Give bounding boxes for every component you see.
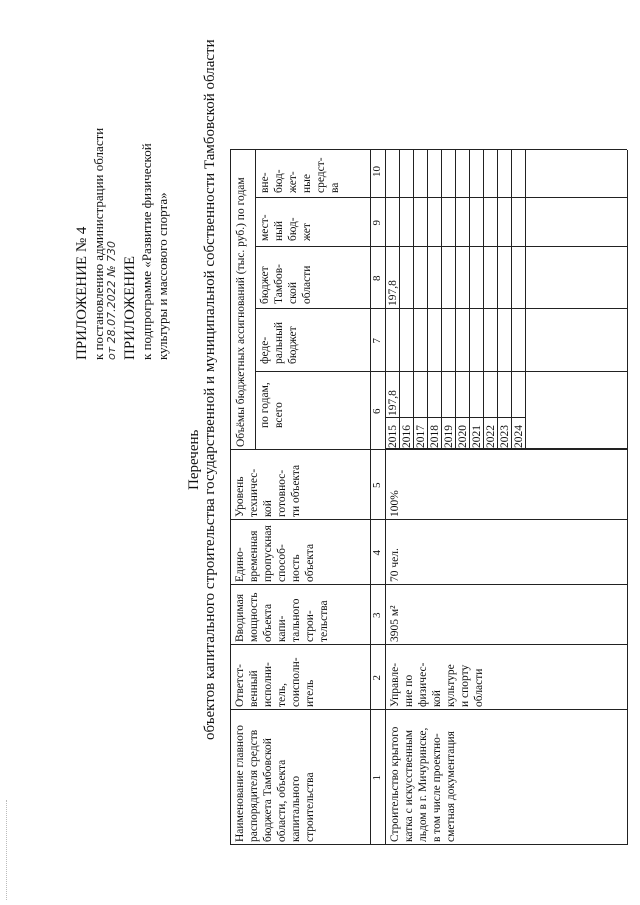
year-total	[484, 374, 497, 416]
year-federal	[484, 311, 497, 369]
header-budget-group: Объёмы бюджетных ассигнований (тыс. руб.) по годам	[235, 177, 247, 447]
year-extrabudget	[442, 152, 455, 195]
header-bottom-line	[370, 150, 371, 845]
year-label: 2022	[485, 425, 497, 448]
column-number: 10	[371, 166, 383, 177]
executor-cell: Управле- ние по физичес- кой культуре и спорту области	[389, 662, 485, 707]
header-col6: по годам, всего	[259, 382, 285, 428]
header-col3: Вводимая мощность объекта капи- тального строи- тельства	[234, 592, 330, 642]
year-federal	[456, 311, 469, 369]
year-total	[512, 374, 525, 416]
year-total	[442, 374, 455, 416]
year-extrabudget	[484, 152, 497, 195]
year-federal	[498, 311, 511, 369]
year-extrabudget	[456, 152, 469, 195]
year-local	[442, 200, 455, 244]
year-total	[400, 374, 413, 416]
year-label: 2023	[499, 425, 511, 448]
year-local	[386, 200, 399, 244]
year-label: 2020	[457, 425, 469, 448]
column-divider	[230, 584, 627, 585]
year-regional	[512, 249, 525, 306]
header-col2: Ответст- венный исполни- тель, соисполн- итель	[234, 657, 316, 707]
year-local	[414, 200, 427, 244]
column-divider	[230, 449, 627, 450]
year-federal	[470, 311, 483, 369]
year-extrabudget	[512, 152, 525, 195]
year-label: 2017	[415, 425, 427, 448]
header-col4: Едино- временная пропускная способ- ность объекта	[234, 525, 316, 582]
appendix-subprogram-line: к подпрограмме «Развитие физической	[139, 143, 154, 360]
header-col1: Наименование главного распорядителя средств бюджета Тамбовской области, объекта капитального строительства	[234, 724, 316, 842]
year-regional	[456, 249, 469, 306]
year-federal	[428, 311, 441, 369]
header-col10: вне- бюд- жет- ные средст- ва	[259, 157, 341, 193]
year-extrabudget	[428, 152, 441, 195]
year-regional	[498, 249, 511, 306]
year-local	[470, 200, 483, 244]
year-total	[428, 374, 441, 416]
table-right-border	[230, 149, 627, 150]
year-local	[512, 200, 525, 244]
year-row-line	[525, 150, 526, 450]
column-number: 8	[371, 275, 383, 281]
year-total	[456, 374, 469, 416]
list-subtitle: объектов капитального строительства государственной и муниципальной собственности Тамбовской области	[202, 39, 218, 740]
column-number: 3	[371, 612, 383, 618]
year-total	[414, 374, 427, 416]
year-regional	[400, 249, 413, 306]
column-divider	[230, 519, 627, 520]
appendix-subprogram-line-2: культуры и массового спорта»	[155, 192, 170, 360]
year-local	[428, 200, 441, 244]
year-extrabudget	[498, 152, 511, 195]
year-federal	[512, 311, 525, 369]
column-number: 4	[371, 550, 383, 556]
header-col5: Уровень техничес- кой готовнос- ти объекта	[234, 464, 302, 517]
year-total	[470, 374, 483, 416]
object-name-cell: Строительство крытого катка с искусственным льдом в г. Мичуринске, в том числе проектно- сметная документация	[389, 726, 457, 842]
year-total: 197,8	[387, 390, 399, 416]
year-label: 2016	[401, 425, 413, 448]
year-federal	[386, 311, 399, 369]
table-top-border	[230, 150, 231, 845]
year-regional: 197,8	[387, 280, 399, 306]
year-extrabudget	[414, 152, 427, 195]
year-regional	[470, 249, 483, 306]
year-extrabudget	[386, 152, 399, 195]
appendix-decree-line: к постановлению администрации области	[91, 127, 106, 360]
year-local	[456, 200, 469, 244]
column-number: 9	[371, 220, 383, 226]
column-divider	[230, 709, 627, 710]
year-label: 2019	[443, 425, 455, 448]
year-regional	[414, 249, 427, 306]
column-number: 5	[371, 482, 383, 488]
column-number: 1	[371, 775, 383, 781]
header-col7: феде- ральный бюджет	[259, 322, 299, 364]
column-number: 7	[371, 338, 383, 344]
year-federal	[400, 311, 413, 369]
appendix-signature: от 28.07.2022 № 730	[105, 240, 118, 360]
column-divider	[230, 644, 627, 645]
header-col8: бюджет Тамбов- ской области	[259, 264, 313, 304]
capacity-cell: 3905 м²	[389, 605, 401, 642]
column-number: 6	[371, 408, 383, 414]
column-number: 2	[371, 675, 383, 681]
table-bottom-border	[627, 150, 628, 845]
year-federal	[414, 311, 427, 369]
year-extrabudget	[400, 152, 413, 195]
readiness-cell: 100%	[389, 490, 401, 517]
appendix-title: ПРИЛОЖЕНИЕ № 4	[74, 226, 90, 360]
year-label: 2018	[429, 425, 441, 448]
year-local	[498, 200, 511, 244]
year-federal	[442, 311, 455, 369]
throughput-cell: 70 чел.	[389, 548, 401, 582]
year-local	[484, 200, 497, 244]
year-local	[400, 200, 413, 244]
year-label: 2015	[387, 425, 399, 448]
year-regional	[484, 249, 497, 306]
year-total-divider	[385, 417, 525, 418]
year-column-divider	[385, 448, 627, 449]
list-title: Перечень	[186, 429, 202, 490]
year-label: 2021	[471, 425, 483, 448]
year-extrabudget	[470, 152, 483, 195]
year-label: 2024	[513, 425, 525, 448]
budget-group-divider	[255, 150, 256, 450]
year-regional	[442, 249, 455, 306]
year-regional	[428, 249, 441, 306]
year-total	[498, 374, 511, 416]
table-left-border	[230, 844, 627, 845]
header-col9: мест- ный бюд- жет	[259, 214, 313, 241]
appendix-title-2: ПРИЛОЖЕНИЕ	[122, 255, 138, 360]
